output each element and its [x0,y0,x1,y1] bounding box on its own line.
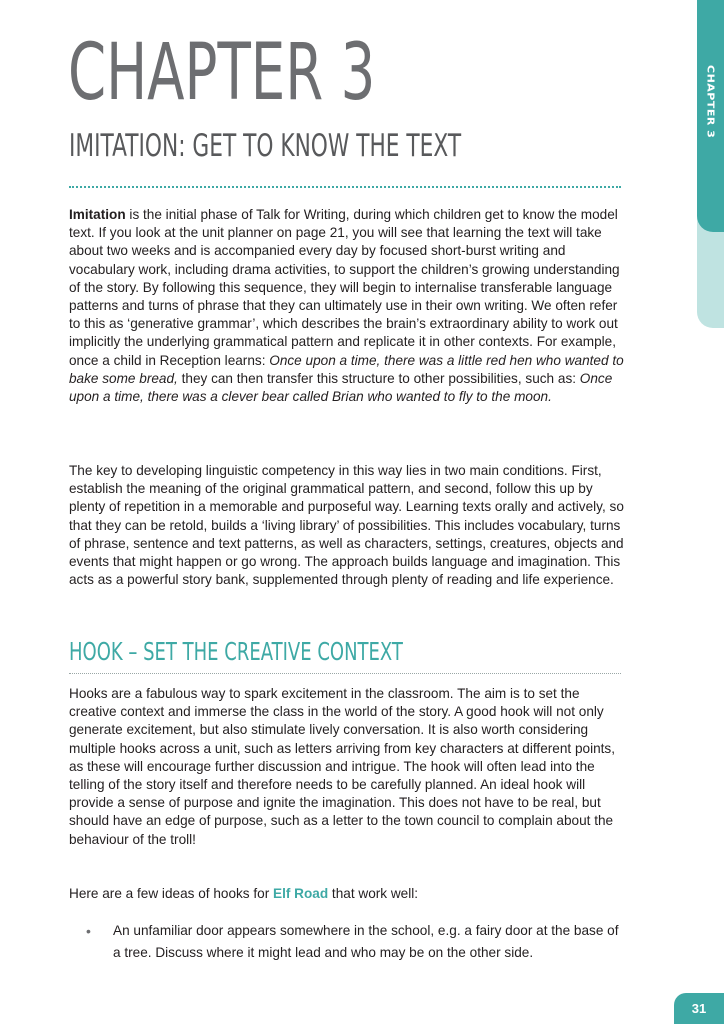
bullet-dot-icon: • [86,923,91,939]
list-item [86,920,621,964]
hook-paragraph: Hooks are a fabulous way to spark excitement in the classroom. The aim is to set the creative context and immerse the class in the world of the story. A good hook will not only generate excitement, but also stimulate lively conversation. It is also worth considering multiple hooks across a unit, such as letters arriving from key characters at different points, as these will encourage further discussion and intrigue. The hook will often lead into the telling of the story itself and therefore needs to be carefully planned. An ideal hook will provide a sense of purpose and ignite the imagination. This does not have to be real, but should have an edge of purpose, such as a letter to the town council to complain about the behaviour of the troll! [69,686,616,847]
intro-bold-lead: Imitation [69,207,126,222]
intro-italic-1: Once upon a time, there was a little red hen who wanted to bake some bread, [69,352,624,386]
intro-italic-2: Once upon a time, there was a clever bear called Brian who wanted to fly to the moon. [69,370,613,405]
ideas-intro [69,885,629,903]
intro-paragraph [69,206,629,406]
intro-text-2: they can then transfer this structure to other possibilities, such as: [177,370,580,386]
book-title: Elf Road [273,886,329,901]
bullet-list [86,920,621,964]
chapter-tab-label-wrap [697,62,724,142]
body-paragraph-2: The key to developing linguistic competency in this way lies in two main conditions. First, establish the meaning of the original grammatical pattern, and second, follow this up by plenty of repetition in a memorable and purposeful way. Learning texts orally and actively, so that they can be retold, builds a ‘living library’ of possibilities. This includes vocabulary, turns of phrase, sentence and text patterns, as well as characters, settings, creatures, objects and events that might happen or go wrong. The approach builds language and imagination. This acts as a powerful story bank, supplemented through plenty of reading and life experience. [69,463,624,588]
ideas-suffix: that work well: [328,886,419,901]
ideas-prefix: Here are a few ideas of hooks for [69,886,274,901]
chapter-subtitle: IMITATION: GET TO KNOW THE TEXT [69,128,462,164]
chapter-tab-label: CHAPTER 3 [704,65,717,139]
chapter-title: CHAPTER 3 [68,28,376,118]
dotted-divider [69,186,621,188]
intro-text-1: is the initial phase of Talk for Writing, during which children get to know the model text. If you look at the unit planner on page 21, you will see that learning the text will take about two weeks and is accompanied every day by focused short-burst writing and vocabulary work, including drama activities, to support the children’s growing understanding of the story. By following this sequence, they will begin to internalise transferable language patterns and turns of phrase that they can ultimately use in their own writing. We often refer to this as ‘generative grammar’, which describes the brain’s extraordinary ability to work out implicitly the underlying grammatical pattern and replicate it in other contexts. For example, once a child in Reception learns: [69,207,620,368]
section-heading: HOOK – SET THE CREATIVE CONTEXT [69,637,403,666]
section-dotted-divider [69,673,621,674]
bullet-text: An unfamiliar door appears somewhere in the school, e.g. a fairy door at the base of a tree. Discuss where it might lead and who may be on the other side. [113,923,619,960]
page-number: 31 [674,993,724,1024]
